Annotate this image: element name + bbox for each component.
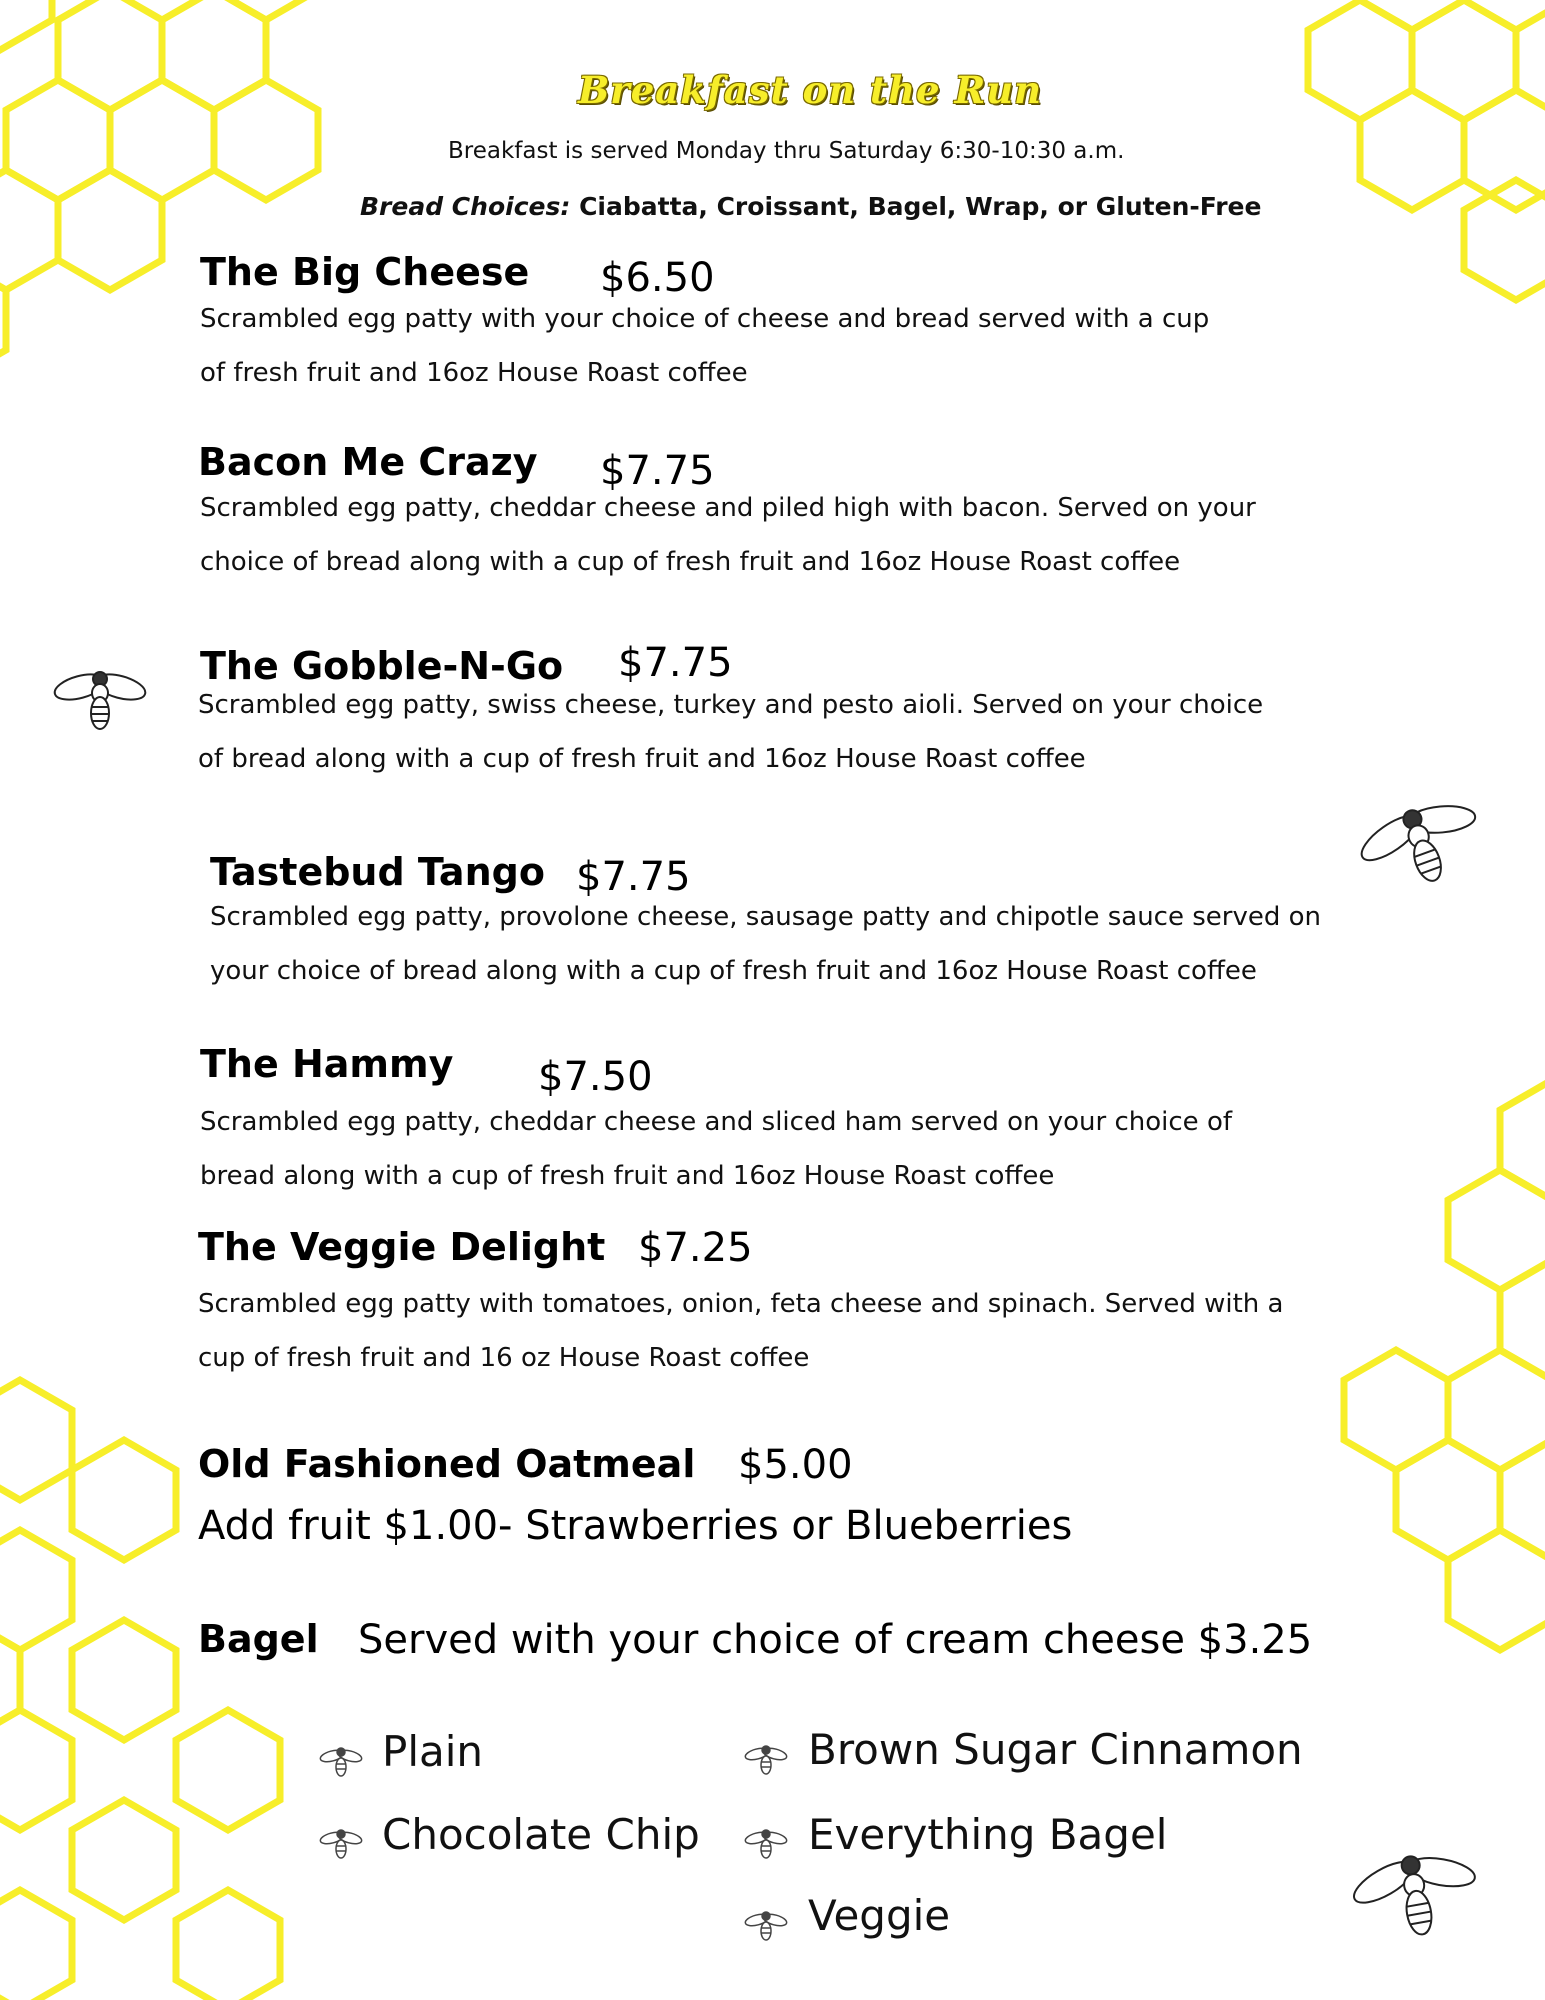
item-description: [200, 481, 1256, 589]
bagel-name: Bagel: [198, 1617, 319, 1661]
item-description-line: of fresh fruit and 16oz House Roast coffee: [200, 358, 748, 388]
bee-icon: [318, 1740, 364, 1780]
item-price: $6.50: [600, 255, 715, 301]
item-price: $7.75: [576, 854, 691, 900]
bagel-option: Brown Sugar Cinnamon: [808, 1725, 1303, 1774]
menu-title: Breakfast on the Run: [577, 68, 1043, 112]
oatmeal-addon: Add fruit $1.00- Strawberries or Blueberries: [198, 1503, 1073, 1549]
service-hours: Breakfast is served Monday thru Saturday 6:30-10:30 a.m.: [448, 138, 1125, 164]
item-name: The Hammy: [200, 1042, 454, 1086]
item-description-line: Scrambled egg patty, cheddar cheese and piled high with bacon. Served on your: [200, 493, 1256, 523]
oatmeal-price: $5.00: [738, 1442, 853, 1488]
item-price: $7.50: [538, 1054, 653, 1100]
item-description-line: bread along with a cup of fresh fruit and 16oz House Roast coffee: [200, 1161, 1055, 1191]
item-description-line: Scrambled egg patty with tomatoes, onion, feta cheese and spinach. Served with a: [198, 1289, 1284, 1319]
bee-icon: [743, 1738, 789, 1778]
bee-icon: [743, 1822, 789, 1862]
item-description-line: Scrambled egg patty, cheddar cheese and sliced ham served on your choice of: [200, 1107, 1233, 1137]
bee-icon: [743, 1904, 789, 1944]
bread-choices: [360, 192, 1261, 221]
bagel-option: Veggie: [808, 1891, 951, 1940]
bread-choices-list: Ciabatta, Croissant, Bagel, Wrap, or Gluten-Free: [570, 192, 1262, 221]
bee-icon: [1355, 790, 1485, 890]
oatmeal-name: Old Fashioned Oatmeal: [198, 1442, 696, 1486]
bee-icon: [50, 655, 150, 735]
item-description-line: cup of fresh fruit and 16 oz House Roast coffee: [198, 1343, 810, 1373]
bagel-option: Everything Bagel: [808, 1810, 1168, 1859]
item-description-line: Scrambled egg patty, provolone cheese, sausage patty and chipotle sauce served on: [210, 902, 1322, 932]
item-price: $7.75: [618, 640, 733, 686]
bagel-option: Chocolate Chip: [382, 1810, 700, 1859]
item-name: The Big Cheese: [200, 250, 530, 294]
item-description-line: Scrambled egg patty with your choice of cheese and bread served with a cup: [200, 304, 1210, 334]
item-description-line: your choice of bread along with a cup of fresh fruit and 16oz House Roast coffee: [210, 956, 1257, 986]
item-name: The Gobble-N-Go: [200, 644, 564, 688]
item-price: $7.25: [638, 1225, 753, 1271]
item-name: Bacon Me Crazy: [198, 440, 538, 484]
item-description-line: choice of bread along with a cup of fresh fruit and 16oz House Roast coffee: [200, 547, 1181, 577]
item-description: [198, 1277, 1283, 1385]
item-name: The Veggie Delight: [198, 1225, 606, 1269]
item-description-line: of bread along with a cup of fresh fruit and 16oz House Roast coffee: [198, 744, 1086, 774]
item-name: Tastebud Tango: [210, 850, 545, 894]
bagel-option: Plain: [382, 1727, 484, 1776]
bread-choices-label: Bread Choices:: [360, 192, 571, 221]
bee-icon: [1350, 1835, 1480, 1945]
item-description: [198, 678, 1263, 786]
item-description: [210, 890, 1321, 998]
bagel-description: Served with your choice of cream cheese $3.25: [358, 1617, 1313, 1663]
item-description: [200, 1095, 1232, 1203]
item-description: [200, 292, 1209, 400]
bee-icon: [318, 1822, 364, 1862]
item-description-line: Scrambled egg patty, swiss cheese, turkey and pesto aioli. Served on your choice: [198, 690, 1264, 720]
item-price: $7.75: [600, 448, 715, 494]
